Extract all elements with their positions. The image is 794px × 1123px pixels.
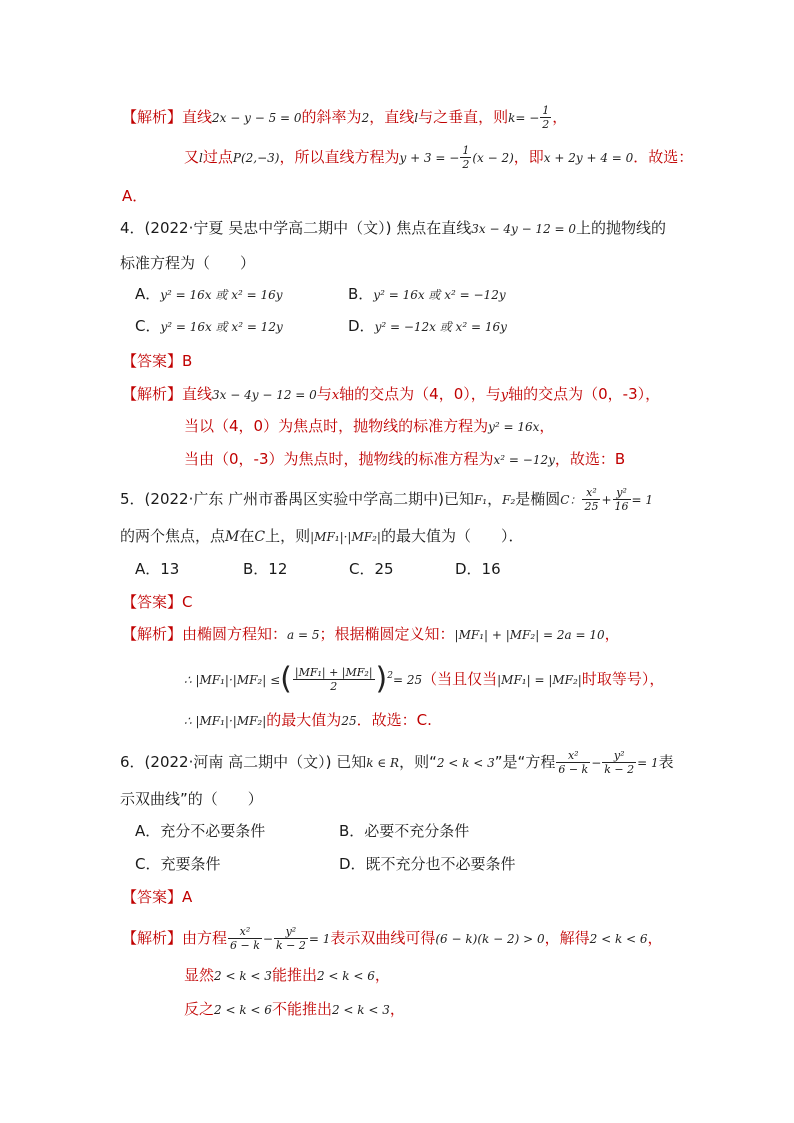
fraction: $\frac{1}{2}$ — [462, 144, 470, 171]
q6-option-d: D．既不充分也不必要条件 — [339, 855, 516, 873]
q5-analysis-line1: 【解析】由椭圆方程知：a = 5；根据椭圆定义知：|MF₁| + |MF₂| = 2a = 10， — [122, 625, 620, 643]
source: 2022·河南 高二期中（文） — [150, 753, 326, 771]
analysis-label: 【解析】 — [122, 108, 183, 126]
q4-option-d: D．y² = −12x 或 x² = 16y — [348, 317, 507, 335]
q6-analysis-line1: 【解析】由方程 $\frac{\text{x²}}{6 - k}$ − $\frac{\text{y²}}{k - 2}$ = 1表示双曲线可得(6 − k)(k − 2) > 0，解得2 < k < 6， — [122, 925, 663, 952]
q5-stem-line2: 的两个焦点，点M在C上，则|MF₁|·|MF₂|的最大值为（ ）． — [120, 527, 524, 545]
q6-stem-line2: 示双曲线”的（ ） — [120, 790, 263, 808]
q4-analysis-line1: 【解析】直线3x − 4y − 12 = 0与x轴的交点为（4，0），与y轴的交点为（0，-3）， — [122, 385, 661, 403]
q6-answer: 【答案】A — [122, 888, 193, 906]
q4-option-c: C．y² = 16x 或 x² = 12y — [135, 317, 283, 335]
q6-analysis-line2: 显然2 < k < 3能推出2 < k < 6， — [184, 966, 390, 984]
q6-option-c: C．充要条件 — [135, 855, 221, 873]
q4-option-a: A．y² = 16x 或 x² = 16y — [135, 285, 283, 303]
q5-answer: 【答案】C — [122, 593, 193, 611]
q5-option-a: A．13 — [135, 560, 180, 578]
q6-option-b: B．必要不充分条件 — [339, 822, 470, 840]
q6-stem-line1: 6．(2022·河南 高二期中（文）) 已知k ∈ R，则“2 < k < 3”是“方程 $\frac{\text{x²}}{6 - k}$ − $\frac{\text{y²}}{k - 2}$ = 1表 — [120, 749, 674, 776]
q4-analysis-line2: 当以（4，0）为焦点时，抛物线的标准方程为y² = 16x， — [184, 417, 555, 435]
q5-option-d: D．16 — [455, 560, 501, 578]
source: 2022·广东 广州市番禺区实验中学高二期中 — [150, 490, 439, 508]
q5-option-b: B．12 — [243, 560, 288, 578]
fraction: $\frac{1}{2}$ — [542, 104, 550, 131]
q4-analysis-line3: 当由（0，-3）为焦点时，抛物线的标准方程为x² = −12y，故选：B — [184, 450, 626, 468]
q4-answer: 【答案】B — [122, 352, 193, 370]
q4-stem-line1: 4．(2022·宁夏 吴忠中学高二期中（文）) 焦点在直线3x − 4y − 12 = 0上的抛物线的 — [120, 219, 667, 237]
q3-analysis-line2: 又l过点P(2,−3)，所以直线方程为y + 3 = − $\frac{1}{2}$ (x − 2)，即x + 2y + 4 = 0．故选： — [184, 144, 694, 171]
q5-analysis-line3: ∴ |MF₁|·|MF₂|的最大值为25．故选：C. — [184, 711, 432, 729]
q4-option-b: B．y² = 16x 或 x² = −12y — [348, 285, 506, 303]
q5-stem-line1: 5．(2022·广东 广州市番禺区实验中学高二期中)已知F₁，F₂是椭圆C： $\frac{\text{x²}}{25}$ + $\frac{\text{y²}}{16}$ = 1 — [120, 486, 654, 513]
q3-analysis-line1: 【解析】直线2x − y − 5 = 0的斜率为2，直线l与之垂直，则k= − $\frac{1}{2}$ ， — [122, 104, 568, 131]
q5-analysis-line2: ∴ |MF₁|·|MF₂| ≤( $\frac{\text{|MF₁| + |MF₂|}}{2}$ )$^2$= 25（当且仅当|MF₁| = |MF₂|时取等号）， — [184, 661, 665, 697]
source: 2022·宁夏 吴忠中学高二期中（文） — [150, 219, 386, 237]
q5-option-c: C．25 — [349, 560, 394, 578]
q6-option-a: A．充分不必要条件 — [135, 822, 266, 840]
q4-stem-line2: 标准方程为（ ） — [120, 254, 256, 272]
q6-analysis-line3: 反之2 < k < 6不能推出2 < k < 3， — [184, 1000, 405, 1018]
q3-answer-tail: A． — [122, 187, 148, 205]
